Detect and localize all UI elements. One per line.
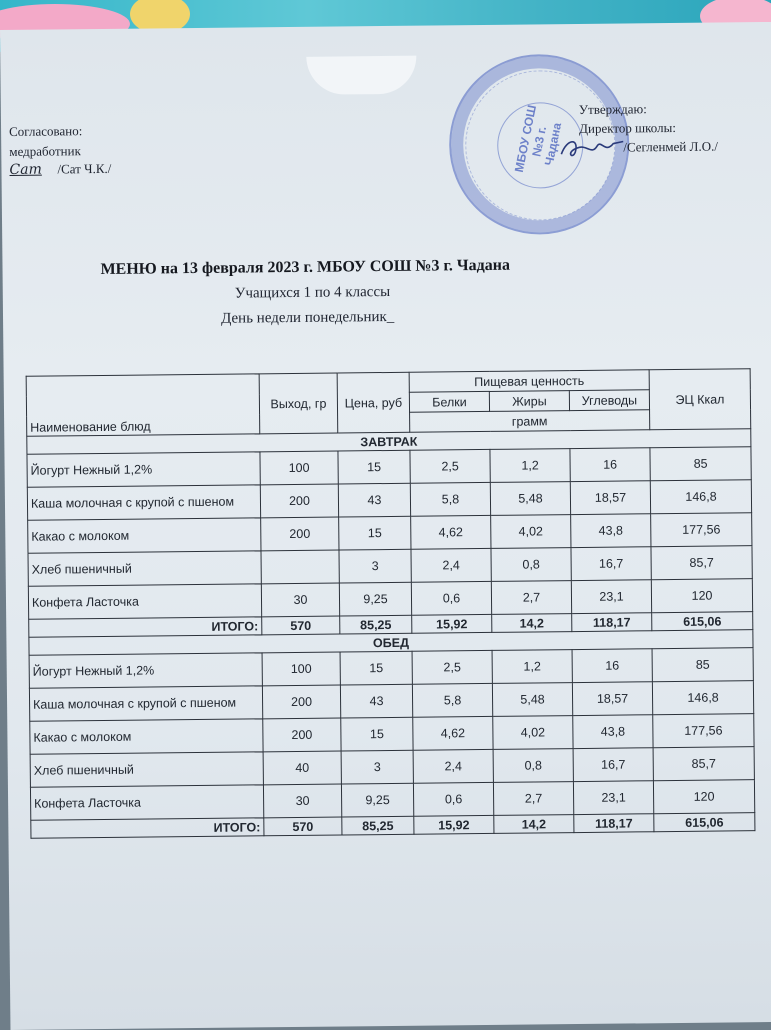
total-kcal: 615,06 (652, 612, 753, 631)
header-carbs: Углеводы (569, 390, 649, 411)
dish-name: Какао с молоком (28, 518, 261, 553)
weekday-line: День недели понедельник_ (220, 308, 395, 327)
dish-yield: 100 (262, 652, 340, 686)
dish-carbs: 23,1 (571, 580, 651, 614)
dish-yield: 200 (261, 517, 339, 551)
total-protein: 15,92 (412, 614, 492, 633)
dish-protein: 0,6 (413, 782, 493, 816)
approval-right-label: Утверждаю: (578, 101, 647, 117)
total-protein: 15,92 (414, 815, 494, 834)
dish-kcal: 146,8 (652, 681, 753, 715)
total-fat: 14,2 (492, 614, 572, 633)
dish-carbs: 18,57 (572, 682, 652, 716)
dish-price: 43 (340, 684, 412, 718)
dish-kcal: 177,56 (651, 513, 752, 547)
dish-fat: 2,7 (491, 581, 571, 615)
total-kcal: 615,06 (654, 813, 755, 832)
dish-name: Хлеб пшеничный (30, 752, 263, 787)
dish-protein: 5,8 (412, 683, 492, 717)
menu-table (26, 368, 756, 839)
header-protein: Белки (409, 391, 489, 412)
total-carbs: 118,17 (572, 613, 652, 632)
dish-name: Йогурт Нежный 1,2% (29, 653, 262, 688)
dish-fat: 4,02 (493, 716, 573, 750)
dish-carbs: 16 (572, 649, 652, 683)
approval-left-role: медработник (9, 143, 81, 159)
dish-carbs: 16,7 (573, 748, 653, 782)
header-name: Наименование блюд (26, 374, 260, 436)
total-label: ИТОГО: (29, 617, 262, 637)
dish-price: 3 (339, 549, 411, 583)
dish-fat: 5,48 (492, 683, 572, 717)
dish-fat: 0,8 (493, 749, 573, 783)
dish-carbs: 43,8 (573, 715, 653, 749)
approval-right-role: Директор школы: (579, 119, 676, 136)
dish-kcal: 120 (651, 579, 752, 613)
students-line: Учащихся 1 по 4 классы (234, 283, 391, 302)
header-kcal: ЭЦ Ккал (649, 369, 751, 430)
section-title: ОБЕД (29, 630, 753, 656)
dish-kcal: 85,7 (653, 747, 754, 781)
section-title: ЗАВТРАК (27, 429, 751, 455)
dish-carbs: 16,7 (571, 547, 651, 581)
stamp-center-text: МБОУ СОШ №3 г. Чадана (511, 103, 565, 174)
header-nutrition: Пищевая ценность (409, 370, 649, 393)
dish-name: Конфета Ласточка (30, 785, 263, 820)
dish-carbs: 23,1 (573, 781, 653, 815)
dish-kcal: 120 (653, 780, 754, 814)
total-label: ИТОГО: (31, 818, 264, 838)
dish-price: 15 (341, 717, 413, 751)
dish-name: Конфета Ласточка (28, 584, 261, 619)
total-price: 85,25 (342, 816, 414, 835)
dish-name: Каша молочная с крупой с пшеном (27, 485, 260, 520)
menu-sheet (0, 22, 771, 1030)
dish-price: 3 (341, 750, 413, 784)
medworker-signature: Сат (9, 161, 42, 178)
dish-kcal: 85,7 (651, 546, 752, 580)
approval-right-name: /Сегленмей Л.О./ (623, 138, 718, 155)
dish-protein: 2,5 (412, 650, 492, 684)
dish-protein: 4,62 (413, 716, 493, 750)
total-carbs: 118,17 (574, 814, 654, 833)
dish-kcal: 85 (650, 447, 751, 481)
dish-price: 43 (338, 483, 410, 517)
dish-protein: 5,8 (410, 482, 490, 516)
dish-yield: 200 (262, 685, 340, 719)
total-yield: 570 (264, 817, 342, 836)
dish-yield: 200 (260, 484, 338, 518)
dish-carbs: 43,8 (571, 514, 651, 548)
dish-yield: 30 (263, 784, 341, 818)
dish-price: 15 (340, 651, 412, 685)
sheet-cutout (306, 56, 416, 95)
header-price: Цена, руб (337, 372, 410, 433)
approval-left-name: /Сат Ч.К./ (57, 160, 112, 177)
dish-price: 15 (338, 450, 410, 484)
header-fat: Жиры (489, 391, 569, 412)
dish-yield (261, 550, 339, 584)
dish-fat: 1,2 (490, 449, 570, 483)
dish-name: Какао с молоком (30, 719, 263, 754)
dish-name: Хлеб пшеничный (28, 551, 261, 586)
total-fat: 14,2 (494, 815, 574, 834)
dish-yield: 30 (261, 583, 339, 617)
dish-yield: 40 (263, 751, 341, 785)
dish-protein: 2,4 (413, 749, 493, 783)
dish-price: 15 (339, 516, 411, 550)
dish-name: Каша молочная с крупой с пшеном (29, 686, 262, 721)
dish-fat: 4,02 (491, 515, 571, 549)
dish-yield: 200 (263, 718, 341, 752)
total-price: 85,25 (340, 615, 412, 634)
total-yield: 570 (262, 616, 340, 635)
dish-carbs: 16 (570, 448, 650, 482)
approval-left-label: Согласовано: (9, 123, 83, 139)
dish-fat: 0,8 (491, 548, 571, 582)
header-unit: грамм (410, 410, 650, 433)
dish-protein: 2,4 (411, 548, 491, 582)
page-title: МЕНЮ на 13 февраля 2023 г. МБОУ СОШ №3 г. Чадана (100, 256, 511, 278)
dish-kcal: 85 (652, 648, 753, 682)
dish-fat: 5,48 (490, 482, 570, 516)
dish-yield: 100 (260, 451, 338, 485)
dish-protein: 4,62 (411, 515, 491, 549)
header-yield: Выход, гр (259, 373, 338, 434)
dish-price: 9,25 (341, 783, 413, 817)
dish-price: 9,25 (339, 582, 411, 616)
dish-name: Йогурт Нежный 1,2% (27, 452, 260, 487)
director-signature (557, 131, 627, 162)
dish-protein: 2,5 (410, 449, 490, 483)
dish-kcal: 177,56 (653, 714, 754, 748)
dish-carbs: 18,57 (570, 481, 650, 515)
dish-protein: 0,6 (411, 581, 491, 615)
dish-kcal: 146,8 (650, 480, 751, 514)
dish-fat: 1,2 (492, 650, 572, 684)
dish-fat: 2,7 (493, 782, 573, 816)
